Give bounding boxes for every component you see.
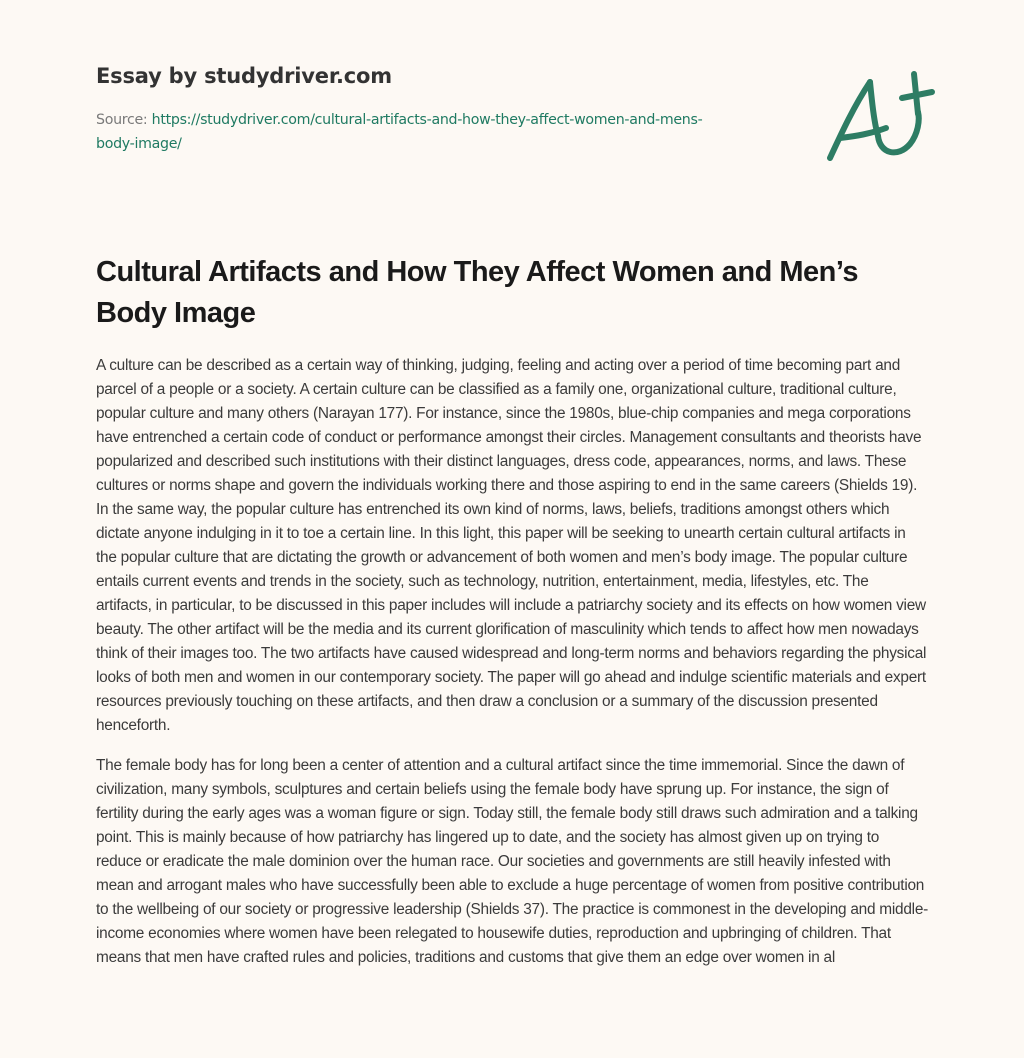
article-title: Cultural Artifacts and How They Affect Women and Men’s Body Image: [96, 256, 858, 329]
a-plus-grade-icon: [818, 62, 938, 172]
article-body: [96, 354, 928, 986]
essay-header: [96, 60, 736, 156]
a-plus-logo-svg: [818, 62, 938, 172]
source-link[interactable]: https://studydriver.com/cultural-artifacts-and-how-they-affect-women-and-mens-body-image/: [96, 112, 703, 152]
site-title: Essay by studydriver.com: [96, 64, 392, 88]
paragraph: A culture can be described as a certain way of thinking, judging, feeling and acting over a period of time becoming part and parcel of a people or a society. A certain culture can be classified as a family one, organizational culture, traditional culture, popular culture and many others (Narayan 177). For instance, since the 1980s, blue-chip companies and mega corporations have entrenched a certain code of conduct or performance amongst their circles. Management consultants and theorists have popularized and described such institutions with their distinct languages, dress code, appearances, norms, and laws. These cultures or norms shape and govern the individuals working there and those aspiring to end in the same careers (Shields 19). In the same way, the popular culture has entrenched its own kind of norms, laws, beliefs, traditions amongst others which dictate anyone indulging in it to toe a certain line. In this light, this paper will be seeking to unearth certain cultural artifacts in the popular culture that are dictating the growth or advancement of both women and men’s body image. The popular culture entails current events and trends in the society, such as technology, nutrition, entertainment, media, lifestyles, etc. The artifacts, in particular, to be discussed in this paper includes will include a patriarchy society and its effects on how women view beauty. The other artifact will be the media and its current glorification of masculinity which tends to affect how men nowadays think of their images too. The two artifacts have caused widespread and long-term norms and behaviors regarding the physical looks of both men and women in our contemporary society. The paper will go ahead and indulge scientific materials and expert resources previously touching on these artifacts, and then draw a conclusion or a summary of the discussion presented henceforth.: [96, 357, 927, 734]
source-label: Source:: [96, 112, 148, 128]
source-line: [96, 108, 736, 156]
paragraph: The female body has for long been a center of attention and a cultural artifact since the time immemorial. Since the dawn of civilization, many symbols, sculptures and certain beliefs using the female body have sprung up. For instance, the sign of fertility during the early ages was a woman figure or sign. Today still, the female body still draws such admiration and a talking point. This is mainly because of how patriarchy has lingered up to date, and the society has almost given up on trying to reduce or eradicate the male dominion over the human race. Our societies and governments are still heavily infested with mean and arrogant males who have successfully been able to exclude a huge percentage of women from positive contribution to the wellbeing of our society or progressive leadership (Shields 37). The practice is commonest in the developing and middle-income economies where women have been relegated to housewife duties, reproduction and upbringing of children. That means that men have crafted rules and policies, traditions and customs that give them an edge over women in al: [96, 757, 929, 966]
